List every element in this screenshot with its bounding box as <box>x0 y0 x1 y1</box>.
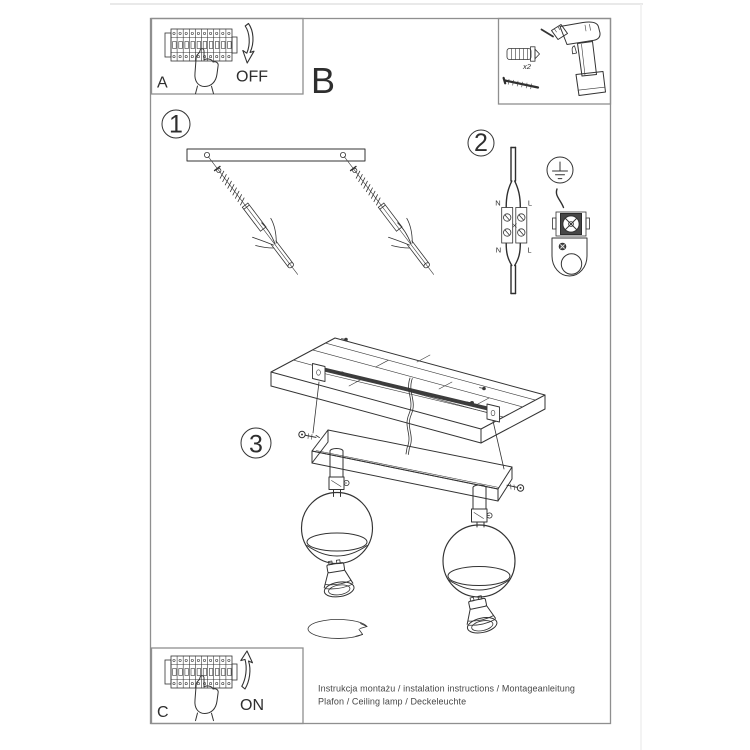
lamp-canopy <box>312 430 512 501</box>
screw-icon <box>504 78 538 89</box>
spotlight-left <box>302 449 373 639</box>
wire-n-bottom-label: N <box>495 245 502 255</box>
step-1-number: 1 <box>169 110 183 139</box>
tools-box <box>499 19 611 105</box>
box-c-power-on <box>152 648 304 724</box>
wire-n-top-label: N <box>495 198 501 208</box>
lamp-arm <box>472 485 493 527</box>
mounting-bracket <box>187 149 365 161</box>
spotlight-right <box>443 485 515 635</box>
step-2-number: 2 <box>474 129 488 157</box>
step-3 <box>241 338 545 639</box>
curved-arrow-down-icon <box>243 24 254 64</box>
footer-line-1: Instrukcja montażu / instalation instructions / Montageanleitung <box>318 683 576 694</box>
leader-line-right <box>493 421 504 469</box>
step-3-number: 3 <box>249 430 263 459</box>
ground-clamp <box>552 212 590 276</box>
curved-arrow-up-icon <box>241 651 253 689</box>
drill-icon <box>542 22 606 95</box>
box-a-power-off <box>152 19 304 95</box>
ball-shade <box>302 493 373 564</box>
ball-shade <box>443 525 515 597</box>
quantity-label: x2 <box>523 62 531 71</box>
supply-cable-terminals <box>495 148 532 294</box>
earth-symbol-icon <box>547 157 573 183</box>
anchor-assembly-left <box>195 149 307 284</box>
on-label: ON <box>240 697 264 714</box>
canopy-screw-left <box>299 431 320 439</box>
wall-anchor-icon <box>507 47 540 61</box>
earthing <box>547 157 590 276</box>
wire-l-bottom-label: L <box>527 245 532 255</box>
step-1 <box>162 110 444 284</box>
wire-l-top-label: L <box>527 198 533 208</box>
rotation-arrow-icon <box>308 619 367 638</box>
footer-line-2: Plafon / Ceiling lamp / Deckeleuchte <box>318 696 467 707</box>
leader-line-left <box>313 382 319 433</box>
box-a-label: A <box>157 74 168 92</box>
off-label: OFF <box>236 68 268 86</box>
step-2 <box>468 129 590 294</box>
gu10-bulb <box>461 594 498 636</box>
footer-text <box>318 684 575 707</box>
section-b-label: B <box>311 60 336 101</box>
canopy-screw-right <box>507 484 524 491</box>
gu10-bulb <box>320 558 355 599</box>
sheet-border <box>151 19 611 724</box>
terminal-block <box>502 208 527 244</box>
box-c-label: C <box>157 704 169 721</box>
lamp-arm <box>329 449 349 497</box>
anchor-assembly-right <box>331 149 443 284</box>
